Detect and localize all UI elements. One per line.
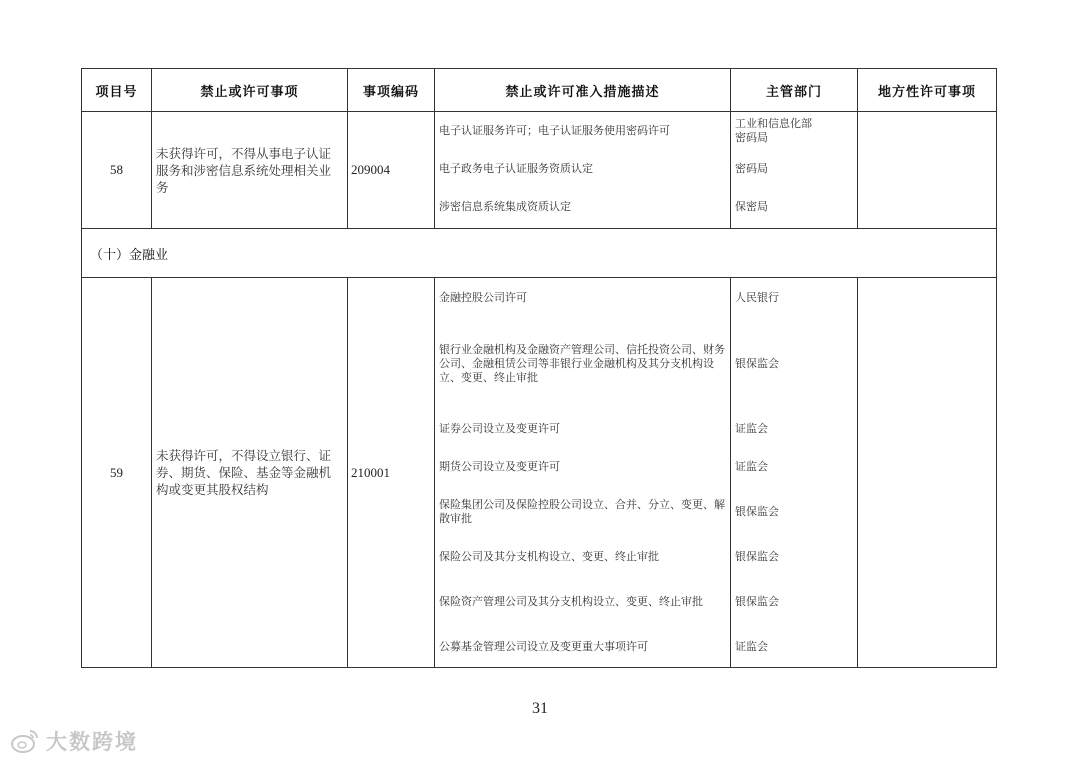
department-text: 保密局: [735, 200, 768, 213]
department-text: 工业和信息化部 密码局: [735, 117, 812, 144]
department-text: 银保监会: [735, 505, 779, 518]
item-number: 59: [82, 278, 152, 668]
table-row: [82, 278, 997, 668]
department-text: 人民银行: [735, 291, 779, 304]
measure-text: 期货公司设立及变更许可: [439, 460, 560, 473]
local-permit: [858, 112, 997, 229]
measure-text: 电子政务电子认证服务资质认定: [439, 162, 593, 175]
measure-text: 金融控股公司许可: [439, 291, 527, 304]
measure-text: 电子认证服务许可；电子认证服务使用密码许可: [439, 124, 670, 137]
department-text: 密码局: [735, 162, 768, 175]
item-code: 209004: [348, 112, 435, 229]
department-text: 银保监会: [735, 595, 779, 608]
header-department: 主管部门: [731, 69, 858, 112]
table-row: [82, 112, 997, 229]
header-measure: 禁止或许可准入措施描述: [435, 69, 731, 112]
item-number: 58: [82, 112, 152, 229]
page-number: 31: [532, 700, 548, 717]
measure-text: 银行业金融机构及金融资产管理公司、信托投资公司、财务公司、金融租赁公司等非银行业金融机构及其分支机构设立、变更、终止审批: [439, 343, 725, 384]
header-row: [82, 69, 997, 112]
department-text: 银保监会: [735, 550, 779, 563]
local-permit: [858, 278, 997, 668]
item-description: 未获得许可，不得从事电子认证服务和涉密信息系统处理相关业务: [152, 112, 348, 229]
section-row: [82, 229, 997, 278]
measure-text: 涉密信息系统集成资质认定: [439, 200, 571, 213]
department-list: [731, 278, 858, 668]
measure-text: 证券公司设立及变更许可: [439, 422, 560, 435]
item-code: 210001: [348, 278, 435, 668]
department-text: 银保监会: [735, 357, 779, 370]
header-code: 事项编码: [348, 69, 435, 112]
header-item-no: 项目号: [82, 69, 152, 112]
measure-text: 公募基金管理公司设立及变更重大事项许可: [439, 640, 648, 653]
watermark: [10, 726, 138, 756]
section-title: （十）金融业: [82, 229, 997, 278]
measure-text: 保险公司及其分支机构设立、变更、终止审批: [439, 550, 659, 563]
department-text: 证监会: [735, 422, 768, 435]
measure-text: 保险资产管理公司及其分支机构设立、变更、终止审批: [439, 595, 703, 608]
watermark-text: 大数跨境: [46, 730, 138, 754]
regulation-table: [81, 68, 997, 668]
item-description: 未获得许可，不得设立银行、证券、期货、保险、基金等金融机构或变更其股权结构: [152, 278, 348, 668]
measure-text: 保险集团公司及保险控股公司设立、合并、分立、变更、解散审批: [439, 498, 725, 525]
header-local: 地方性许可事项: [858, 69, 997, 112]
weibo-icon: [10, 728, 40, 754]
department-text: 证监会: [735, 460, 768, 473]
department-list: [731, 112, 858, 229]
header-matter: 禁止或许可事项: [152, 69, 348, 112]
department-text: 证监会: [735, 640, 768, 653]
measure-list: [435, 278, 731, 668]
measure-list: [435, 112, 731, 229]
